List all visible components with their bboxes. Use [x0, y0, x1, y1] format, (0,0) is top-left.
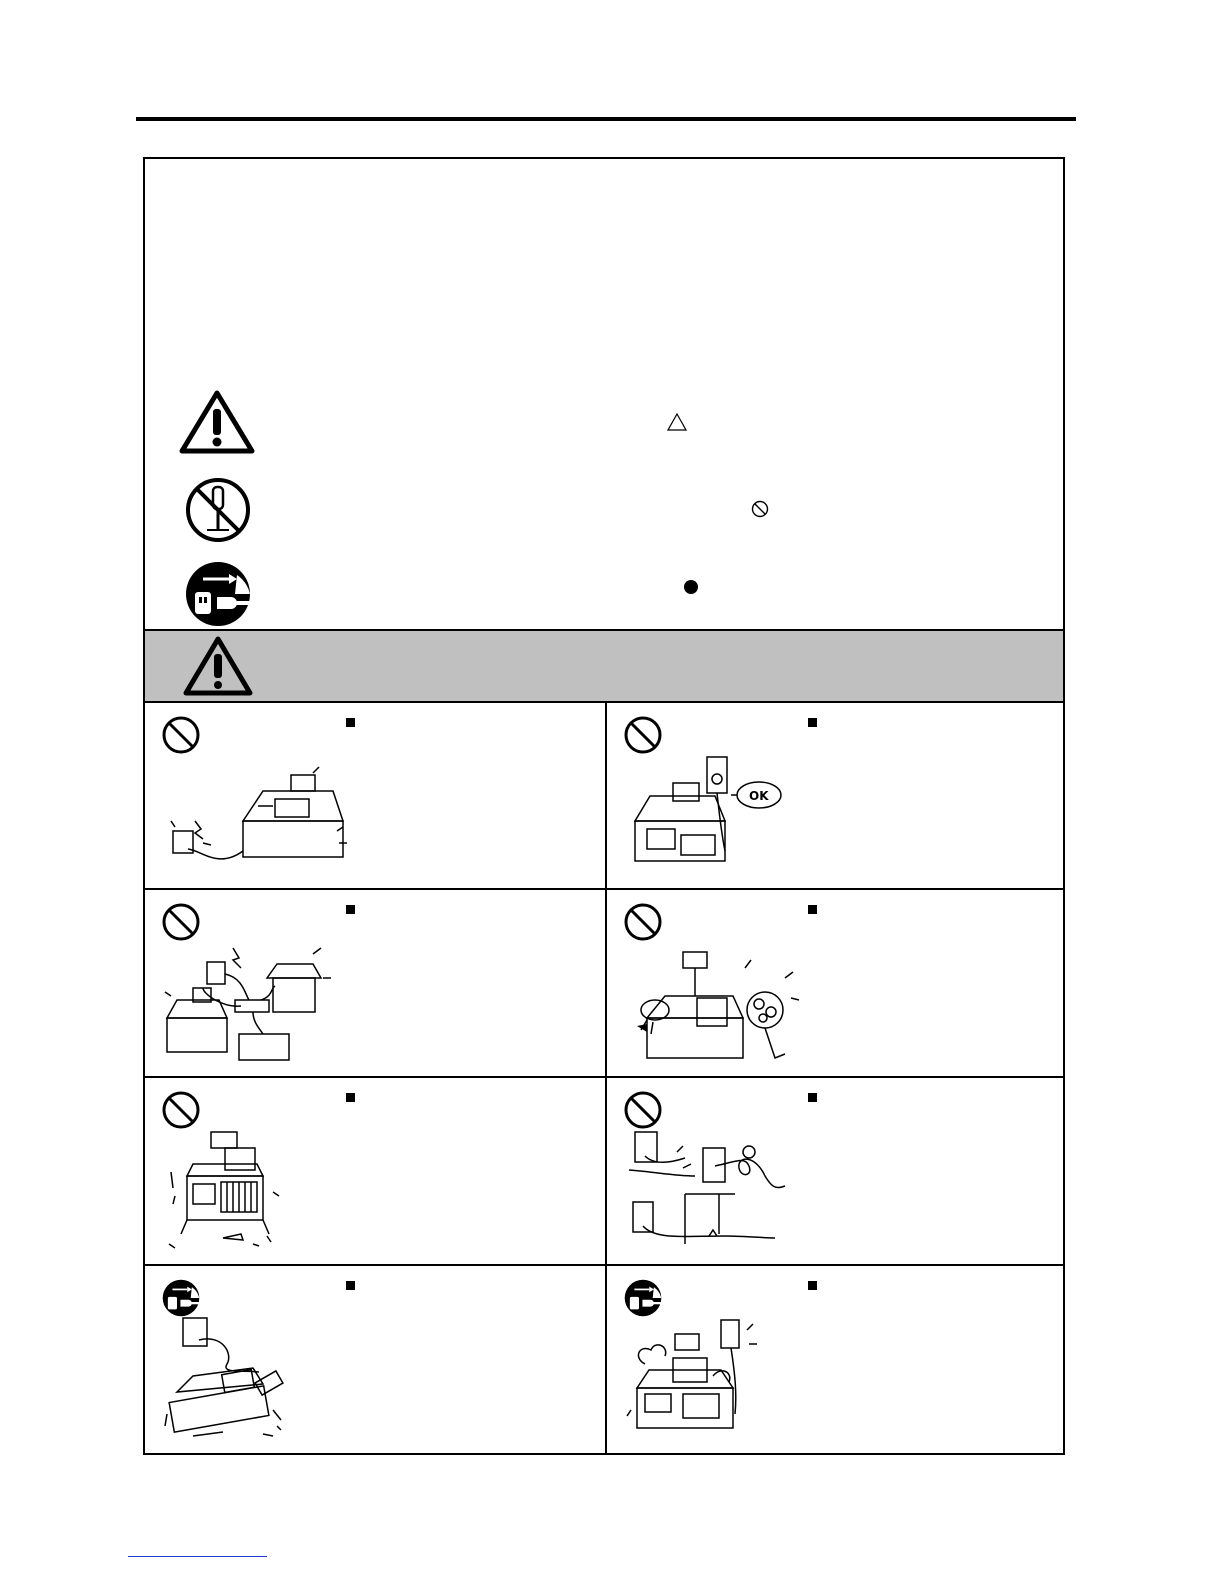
precaution-cell [607, 1266, 1063, 1455]
precaution-cell [145, 703, 605, 888]
precaution-cell [145, 1078, 605, 1264]
bullet-marker [346, 1093, 355, 1102]
bullet-marker [808, 905, 817, 914]
prohibition-icon [623, 902, 663, 942]
damaged-cords-illustration [625, 1126, 795, 1256]
precaution-cell [145, 890, 605, 1076]
unplug-icon [623, 1278, 663, 1318]
header-rule [136, 117, 1076, 121]
register-smoking-illustration [625, 1314, 795, 1444]
precaution-cell [607, 890, 1063, 1076]
precaution-cell [145, 1266, 605, 1455]
register-dropping-illustration [163, 1126, 333, 1256]
svg-text:OK: OK [749, 789, 769, 803]
register-sparking-illustration [163, 751, 353, 881]
unplug-icon [161, 1278, 201, 1318]
bullet-marker [346, 718, 355, 727]
register-plug-ok-illustration [625, 751, 795, 881]
footer-link-underline[interactable] [128, 1556, 267, 1557]
bullet-marker [808, 718, 817, 727]
unplug-icon [183, 559, 253, 629]
prohibition-icon [623, 715, 663, 755]
small-triangle-icon [667, 413, 687, 431]
bullet-marker [808, 1093, 817, 1102]
warning-triangle-icon [179, 389, 255, 455]
warning-triangle-icon [183, 635, 253, 697]
liquid-spill-illustration [625, 938, 805, 1068]
precaution-grid [145, 703, 1063, 1455]
bullet-marker [808, 1281, 817, 1290]
small-prohibition-icon [751, 500, 769, 518]
precaution-cell [607, 703, 1063, 888]
prohibition-icon [161, 902, 201, 942]
safety-precautions-box [143, 157, 1065, 1455]
precaution-cell [607, 1078, 1063, 1264]
prohibition-icon [161, 715, 201, 755]
overloaded-outlet-illustration [163, 938, 333, 1068]
solid-dot-icon [683, 579, 699, 595]
prohibition-icon [623, 1090, 663, 1130]
bullet-marker [346, 1281, 355, 1290]
warning-band [145, 629, 1063, 703]
prohibition-icon [161, 1090, 201, 1130]
no-disassembly-icon [183, 477, 253, 543]
register-falling-illustration [163, 1314, 333, 1444]
bullet-marker [346, 905, 355, 914]
